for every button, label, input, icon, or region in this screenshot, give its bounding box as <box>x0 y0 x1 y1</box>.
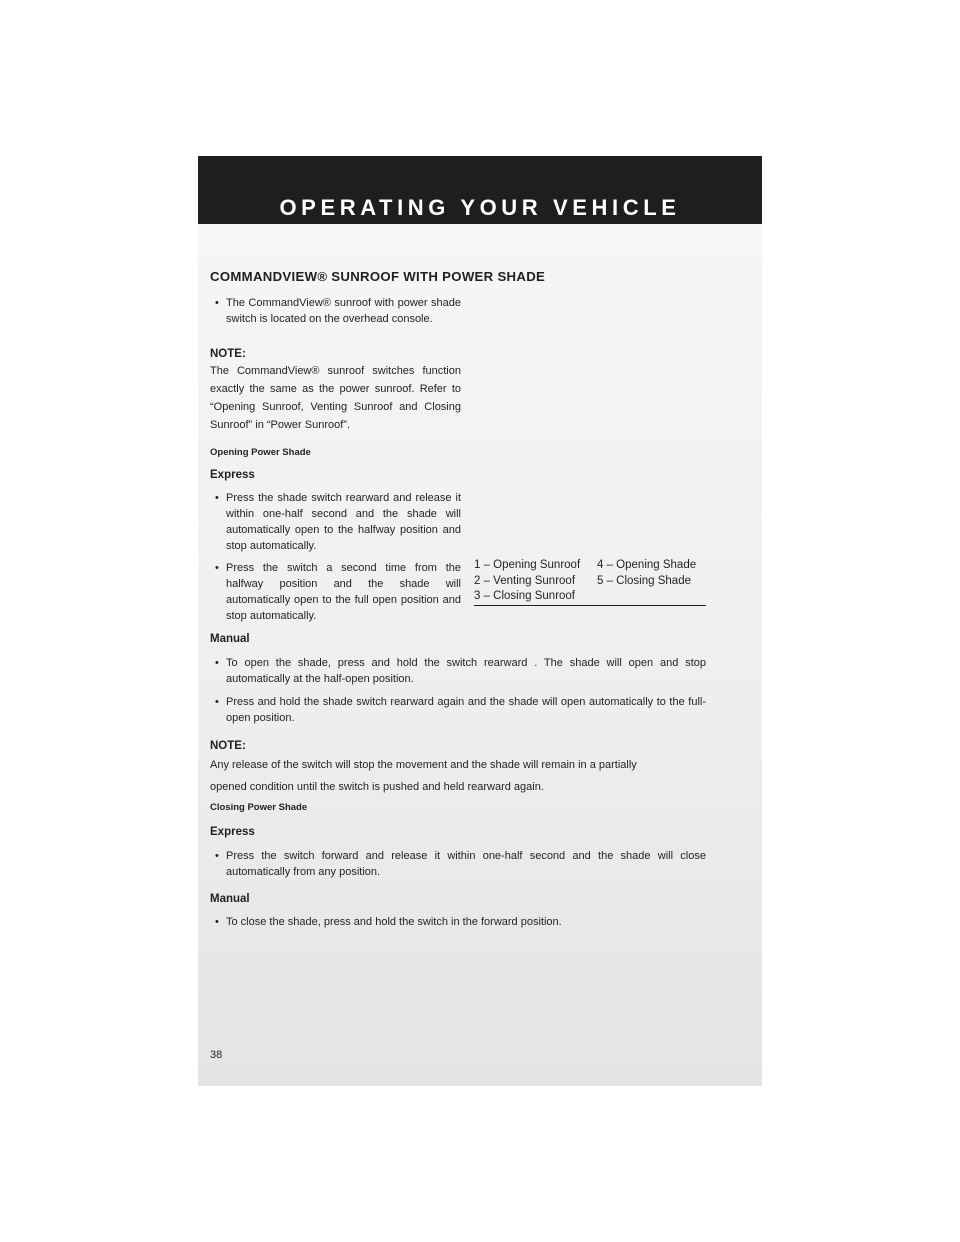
note-label: NOTE: <box>210 740 246 752</box>
closing-shade-heading: Closing Power Shade <box>210 802 308 813</box>
intro-bullet-text: The CommandView® sunroof with power shade switch is located on the overhead console. <box>226 297 461 325</box>
note-block-2 <box>210 738 706 798</box>
chapter-title: OPERATING YOUR VEHICLE <box>279 195 681 220</box>
opening-shade-title <box>210 445 461 461</box>
legend-left-column <box>474 558 580 605</box>
bullet-text: Press the switch a second time from the halfway position and the shade will automatically open to the full open position and stop automatically. <box>226 562 461 622</box>
page-number: 38 <box>210 1049 223 1061</box>
note-label: NOTE: <box>210 348 246 360</box>
bullet-icon: • <box>215 492 219 504</box>
bullet-icon: • <box>215 696 219 708</box>
bullet-text: Press the shade switch rearward and release it within one-half second and the shade will automatically open to the halfway position and stop automatically. <box>226 492 461 552</box>
legend-item: 2 – Venting Sunroof <box>474 574 576 587</box>
bullet-text: Press the switch forward and release it within one-half second and the shade will close automatically from any position. <box>226 850 706 878</box>
express-heading: Express <box>210 469 255 481</box>
closing-express-label <box>210 824 706 840</box>
section-title: COMMANDVIEW® SUNROOF WITH POWER SHADE <box>210 269 546 284</box>
bullet-text: Press and hold the shade switch rearward again and the shade will open automatically to the full-open position. <box>226 696 706 724</box>
bullet-text: To open the shade, press and hold the switch rearward . The shade will open and stop automatically at the half-open position. <box>226 657 706 685</box>
opening-manual-bullet-2 <box>210 694 706 726</box>
intro-bullet <box>210 295 461 327</box>
opening-express-bullet-1 <box>210 490 461 554</box>
chapter-header <box>198 156 762 224</box>
legend-item: 4 – Opening Shade <box>597 559 697 571</box>
legend-right-column <box>597 558 696 589</box>
closing-shade-title <box>210 800 706 816</box>
opening-manual-bullet-1 <box>210 655 706 687</box>
note-text: The CommandView® sunroof switches function exactly the same as the power sunroof. Refer to “Opening Sunroof, Venting Sunroof and Closing Sunroof” in “Power Sunroof”. <box>210 365 461 431</box>
closing-manual-label <box>210 891 706 907</box>
bullet-text: To close the shade, press and hold the switch in the forward position. <box>226 916 562 928</box>
closing-manual-bullet-1 <box>210 914 706 930</box>
legend-item: 3 – Closing Sunroof <box>474 590 576 602</box>
opening-express-label <box>210 467 461 483</box>
bullet-icon: • <box>215 297 219 309</box>
note-text: Any release of the switch will stop the movement and the shade will remain in a partially opened condition until the switch is pushed and held rearward again. <box>210 759 637 793</box>
manual-page <box>198 156 762 1086</box>
closing-express-bullet-1 <box>210 848 706 880</box>
legend-item: 1 – Opening Sunroof <box>474 559 581 571</box>
bullet-icon: • <box>215 850 219 862</box>
legend-divider <box>474 605 706 606</box>
bullet-icon: • <box>215 657 219 669</box>
legend-item: 5 – Closing Shade <box>597 574 691 587</box>
opening-express-bullet-2 <box>210 560 461 624</box>
opening-manual-label <box>210 631 706 647</box>
manual-heading: Manual <box>210 893 250 905</box>
bullet-icon: • <box>215 916 219 928</box>
opening-shade-heading: Opening Power Shade <box>210 447 311 458</box>
bullet-icon: • <box>215 562 219 574</box>
note-block-1 <box>210 346 461 434</box>
manual-heading: Manual <box>210 633 250 645</box>
express-heading: Express <box>210 826 255 838</box>
